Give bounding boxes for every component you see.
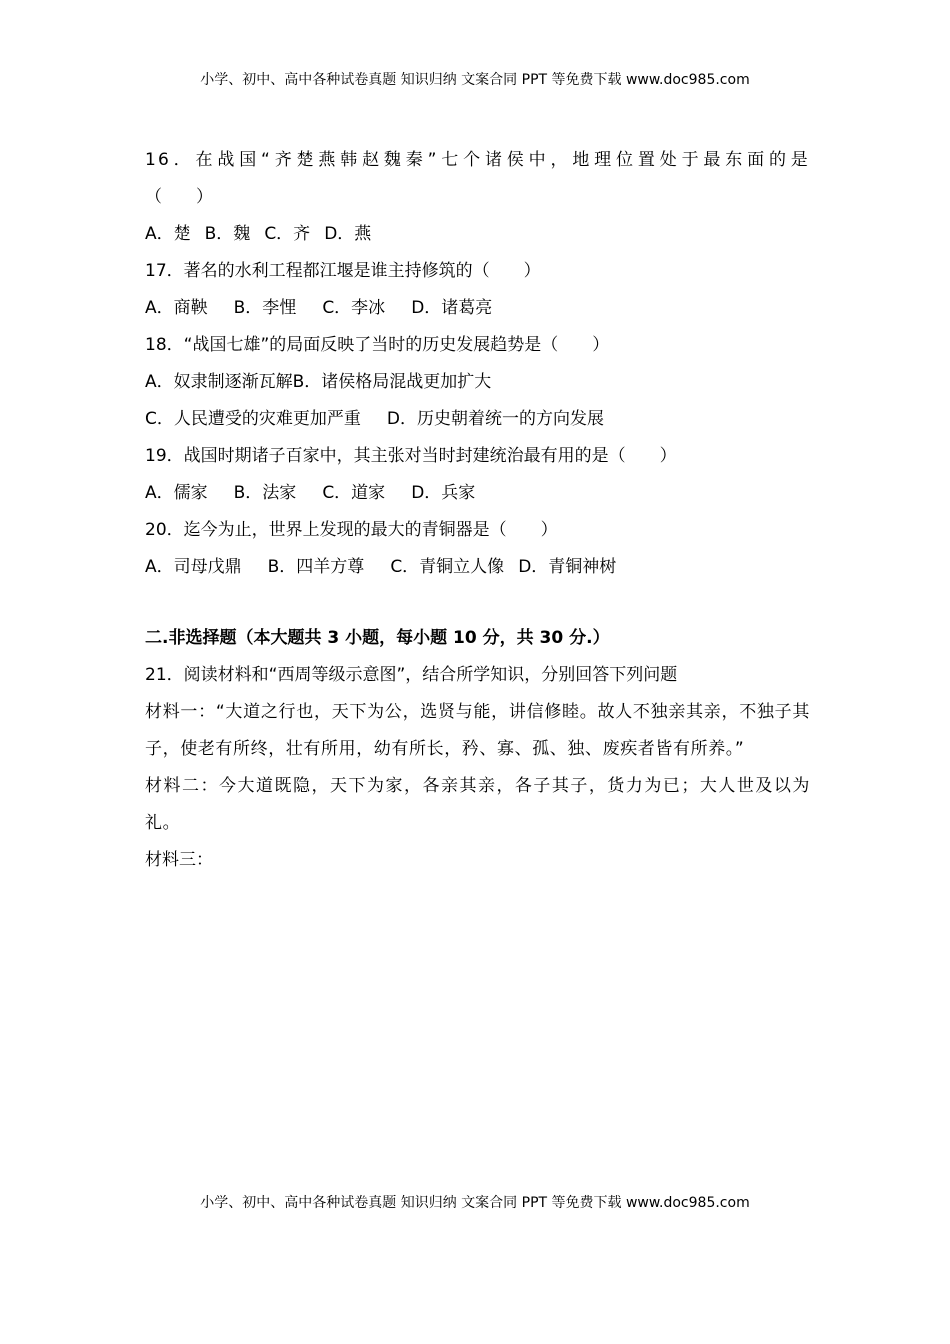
question-18-option-b: B．诸侯格局混战更加扩大	[292, 372, 492, 392]
question-21-material-3: 材料三：	[145, 850, 213, 870]
question-16-option-d: D．燕	[324, 224, 372, 244]
exam-content	[145, 142, 810, 879]
question-18-stem: 18．“战国七雄”的局面反映了当时的历史发展趋势是（ ）	[145, 335, 610, 355]
question-17-option-c: C．李冰	[322, 298, 386, 318]
question-19-option-a: A．儒家	[145, 483, 208, 503]
question-16-option-a: A．楚	[145, 224, 191, 244]
question-18-options-row1	[145, 364, 810, 401]
question-16-blank: （ ）	[145, 187, 213, 207]
question-18-option-d: D．历史朝着统一的方向发展	[386, 409, 604, 429]
question-19-option-d: D．兵家	[411, 483, 476, 503]
question-17-option-b: B．李悝	[233, 298, 297, 318]
question-21-material-1: 材料一：“大道之行也，天下为公，选贤与能，讲信修睦。故人不独亲其亲，不独子其子，使老有所终，壮有所用，幼有所长，矜、寡、孤、独、废疾者皆有所养。”	[145, 702, 810, 759]
page-footer: 小学、初中、高中各种试卷真题 知识归纳 文案合同 PPT 等免费下载 www.doc985.com	[200, 1195, 750, 1211]
question-19-options	[145, 475, 810, 512]
section-2-title: 二.非选择题（本大题共 3 小题，每小题 10 分，共 30 分.）	[145, 628, 610, 648]
question-18-option-c: C．人民遭受的灾难更加严重	[145, 409, 361, 429]
question-16-options	[145, 216, 810, 253]
question-20-option-b: B．四羊方尊	[267, 557, 365, 577]
question-20-option-d: D．青铜神树	[518, 557, 617, 577]
page-header: 小学、初中、高中各种试卷真题 知识归纳 文案合同 PPT 等免费下载 www.doc985.com	[200, 72, 750, 88]
question-20-options	[145, 549, 810, 586]
question-19-stem: 19．战国时期诸子百家中，其主张对当时封建统治最有用的是（ ）	[145, 446, 677, 466]
question-20-stem: 20．迄今为止，世界上发现的最大的青铜器是（ ）	[145, 520, 558, 540]
question-21-stem: 21．阅读材料和“西周等级示意图”，结合所学知识，分别回答下列问题	[145, 665, 678, 685]
question-17-option-d: D．诸葛亮	[411, 298, 493, 318]
question-16-stem: 16．在战国“齐楚燕韩赵魏秦”七个诸侯中，地理位置处于最东面的是	[145, 150, 810, 170]
question-18-option-a: A．奴隶制逐渐瓦解	[145, 372, 293, 392]
question-20-option-c: C．青铜立人像	[390, 557, 505, 577]
question-20-option-a: A．司母戊鼎	[145, 557, 242, 577]
question-17-stem: 17．著名的水利工程都江堰是谁主持修筑的（ ）	[145, 261, 541, 281]
question-17-options	[145, 290, 810, 327]
question-19-option-c: C．道家	[322, 483, 386, 503]
question-16-option-b: B．魏	[204, 224, 251, 244]
question-18-options-row2	[145, 401, 810, 438]
question-16-option-c: C．齐	[264, 224, 311, 244]
question-19-option-b: B．法家	[233, 483, 297, 503]
question-21-material-2: 材料二：今大道既隐，天下为家，各亲其亲，各子其子，货力为已；大人世及以为礼。	[145, 776, 810, 833]
question-17-option-a: A．商鞅	[145, 298, 208, 318]
